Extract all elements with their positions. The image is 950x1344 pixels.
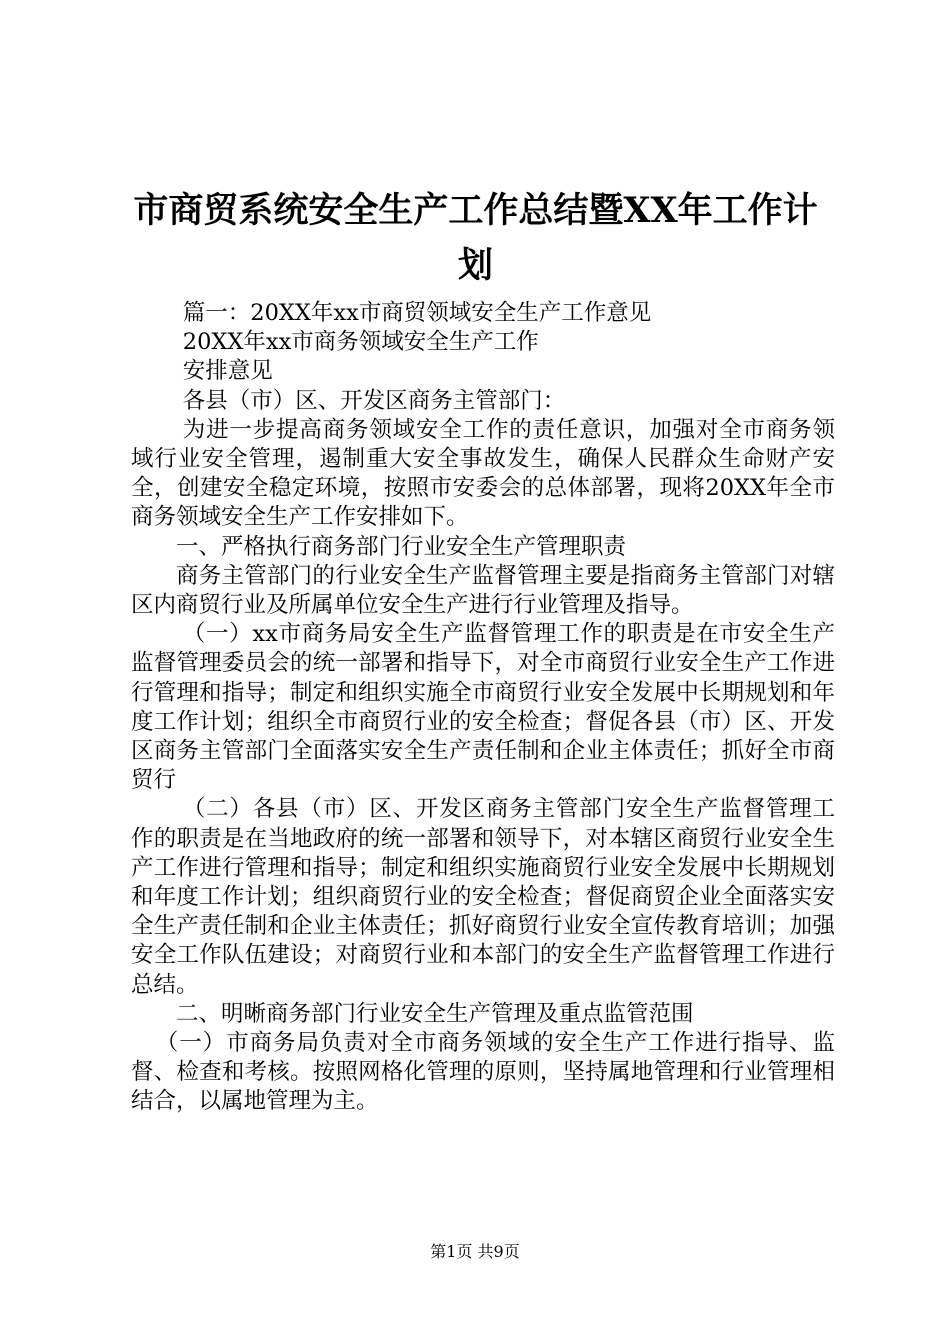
paragraph: （一）市商务局负责对全市商务领域的安全生产工作进行指导、监督、检查和考核。按照网格化管理的原则，坚持属地管理和行业管理相结合，以属地管理为主。	[131, 1030, 835, 1115]
paragraph: 为进一步提高商务领域安全工作的责任意识，加强对全市商务领域行业安全管理，遏制重大安全事故发生，确保人民群众生命财产安全，创建安全稳定环境，按照市安委会的总体部署，现将20XX年全市商务领域安全生产工作安排如下。	[131, 416, 835, 531]
document-title: 市商贸系统安全生产工作总结暨XX年工作计划	[133, 190, 818, 286]
document-body	[131, 299, 835, 1117]
page-number: 第1页 共9页	[430, 1242, 520, 1261]
section-heading: 篇一：20XX年xx市商贸领域安全生产工作意见	[182, 300, 652, 326]
salutation: 各县（市）区、开发区商务主管部门：	[182, 387, 566, 414]
paragraph: （二）各县（市）区、开发区商务主管部门安全生产监督管理工作的职责是在当地政府的统一部署和领导下，对本辖区商贸行业安全生产工作进行管理和指导；制定和组织实施商贸行业安全发展中长期规划和年度工作计划；组织商贸行业的安全检查；督促商贸企业全面落实安全生产责任制和企业主体责任；抓好商贸行业安全宣传教育培训；加强安全工作队伍建设；对商贸行业和本部门的安全生产监督管理工作进行总结。	[131, 796, 835, 998]
paragraph: 商务主管部门的行业安全生产监督管理主要是指商务主管部门对辖区内商贸行业及所属单位安全生产进行行业管理及指导。	[131, 562, 835, 619]
section-heading: 二、明晰商务部门行业安全生产管理及重点监管范围	[176, 1000, 694, 1027]
paragraph: （一）xx市商务局安全生产监督管理工作的职责是在市安全生产监督管理委员会的统一部署和指导下，对全市商贸行业安全生产工作进行管理和指导；制定和组织实施全市商贸行业安全发展中长期规划和年度工作计划；组织全市商贸行业的安全检查；督促各县（市）区、开发区商务主管部门全面落实安全生产责任制和企业主体责任；抓好全市商贸行	[131, 621, 835, 794]
subtitle-line: 20XX年xx市商务领域安全生产工作	[182, 329, 539, 356]
section-heading: 一、严格执行商务部门行业安全生产管理职责	[176, 533, 627, 560]
subtitle-line: 安排意见	[182, 358, 273, 385]
